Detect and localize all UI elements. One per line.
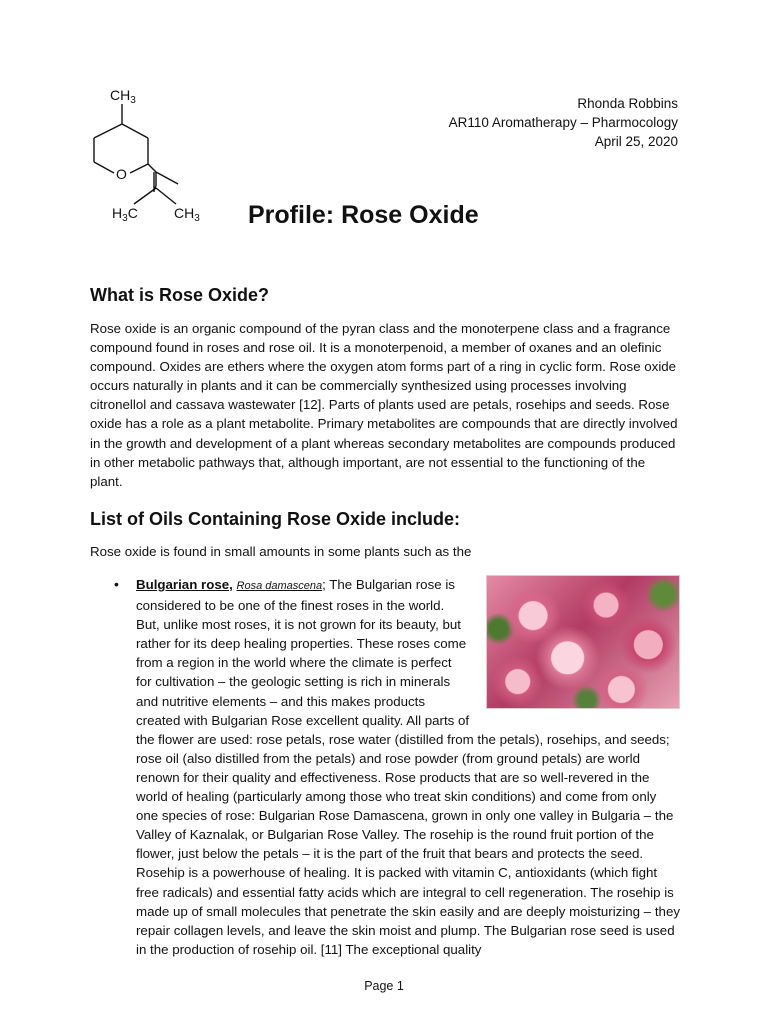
rose-description: ; The Bulgarian rose is considered to be one of the finest roses in the world. But, unlike most roses, it is not grown for its beauty, but rather for its deep healing properties. These roses come from a region in the world where the climate is perfect for cultivation – the geologic setting is rich in minerals and nutritive elements – and this makes products created with Bulgarian Rose excellent quality. All parts of the flower are used: rose petals, rose water (distilled from the petals), rosehips, and seeds; rose oil (also distilled from the petals) and rose powder (from ground petals) are world renown for their quality and effectiveness. Rose products that are so well-revered in the world of healing (particularly among those who treat skin conditions) and come from only one species of rose: Bulgarian Rose Damascena, grown in only one valley in Bulgaria – the Valley of Kaznalak, or Bulgarian Rose Valley. The rosehip is the round fruit portion of the flower, just below the petals – it is the part of the fruit that bears and protects the seed. Rosehip is a powerhouse of healing. It is packed with vitamin C, antioxidants (which fight free radicals) and essential fatty acids which are integral to cell regeneration. The rosehip is made up of small molecules that penetrate the skin easily and are deeply moisturizing – they repair collagen levels, and leave the skin moist and plump. The Bulgarian rose seed is used in the production of rosehip oil. [11] The exceptional quality bbox=[136, 577, 680, 957]
course-name: AR110 Aromatherapy – Pharmocology bbox=[448, 115, 678, 130]
section-intro-text: Rose oxide is found in small amounts in some plants such as the bbox=[90, 544, 472, 559]
document-date: April 25, 2020 bbox=[594, 134, 678, 149]
section-heading-oils-list: List of Oils Containing Rose Oxide include: bbox=[90, 509, 461, 529]
page-number: Page 1 bbox=[364, 979, 404, 993]
molecule-top-group: $CH_3$ bbox=[110, 87, 136, 106]
author-name: Rhonda Robbins bbox=[577, 96, 678, 111]
rose-latin-name: Rosa damascena bbox=[236, 580, 323, 592]
page-title: Profile: Rose Oxide bbox=[248, 201, 479, 229]
bulgarian-rose-photo bbox=[486, 575, 680, 709]
molecule-svg bbox=[70, 80, 220, 230]
molecule-bonds bbox=[94, 104, 178, 204]
section-paragraph-definition: Rose oxide is an organic compound of the pyran class and the monoterpene class and a fragrance compound found in roses and rose oil. It is a monoterpenoid, a member of oxanes and an olefinic compound. Oxides are ethers where the oxygen atom forms part of a ring in cyclic form. Rose oxide occurs naturally in plants and it can be commercially synthesized using processes involving citronellol and cassava wastewater [12]. Parts of plants used are petals, rosehips and seeds. Rose oxide has a role as a plant metabolite. Primary metabolites are compounds that are directly involved in the growth and development of a plant whereas secondary metabolites are compounds produced in other metabolic pathways that, although important, are not essential to the functioning of the plant. bbox=[90, 321, 678, 489]
molecule-right-group: $CH_3$ bbox=[174, 205, 200, 224]
list-item-bulgarian-rose bbox=[136, 575, 680, 959]
rose-oxide-structure-diagram bbox=[70, 80, 220, 230]
bullet-dot: • bbox=[114, 576, 119, 592]
document-header bbox=[449, 94, 678, 151]
section-heading-what-is: What is Rose Oxide? bbox=[90, 285, 270, 305]
molecule-ring-oxygen: O bbox=[116, 166, 127, 182]
molecule-left-group: $H_3C$ bbox=[112, 205, 138, 224]
rose-name: Bulgarian rose, bbox=[136, 577, 233, 592]
